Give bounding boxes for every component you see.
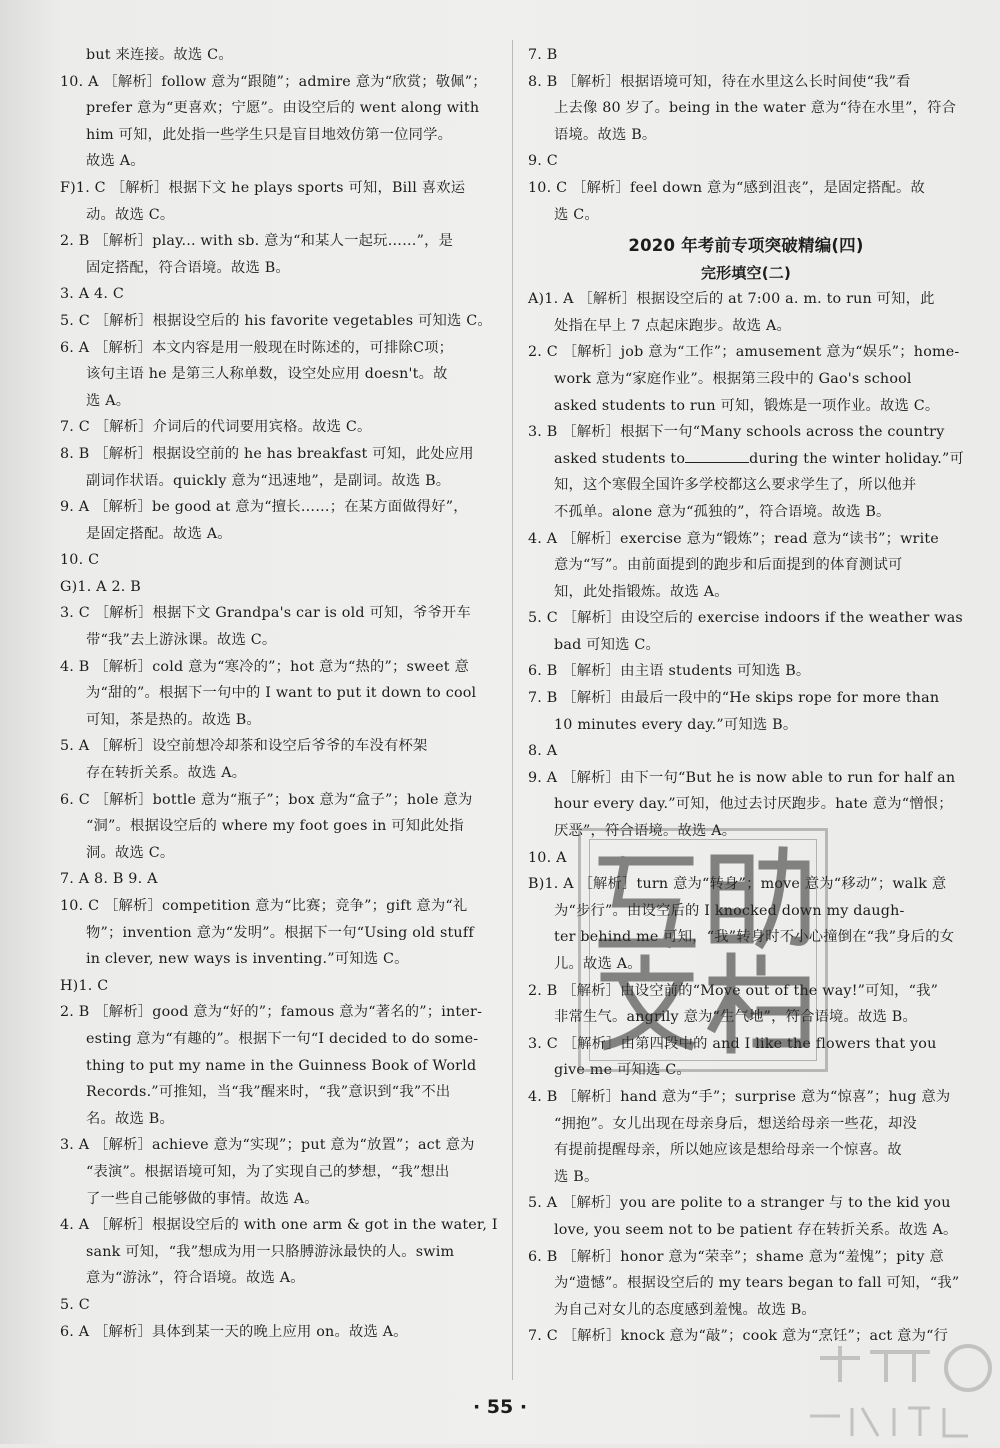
answer-text: him 可知，此处指一些学生只是盲目地效仿第一位同学。 [86,126,453,143]
answer-line [528,791,964,818]
answer-text: F)1. C ［解析］根据下文 he plays sports 可知，Bill 喜欢运 [60,179,466,196]
left-column [60,42,500,1345]
answer-line [528,1270,964,1297]
answer-line [60,946,500,973]
answer-line [60,42,500,69]
answer-line [60,813,500,840]
answer-text: 为“步行”。由设空后的 I knocked down my daugh- [554,902,905,919]
answer-line [60,148,500,175]
answer-text: 意为“游泳”，符合语境。故选 A。 [86,1270,305,1287]
answer-line [60,255,500,282]
answer-line [528,552,964,579]
answer-text: 选 B。 [554,1168,599,1185]
answer-line [60,574,500,601]
column-divider [512,40,513,1380]
stamp-logo [578,828,828,1072]
answer-text: 5. A ［解析］you are polite to a stranger 与 to the kid you [528,1195,951,1212]
answer-text: 3. C ［解析］由第四段中的 and I like the flowers that you [528,1035,937,1052]
answer-line [60,175,500,202]
answer-text: 该句主语 he 是第三人称单数，设空处应用 doesn't。故 [86,366,448,383]
answer-text: 名。故选 B。 [86,1110,174,1127]
answer-line [60,547,500,574]
right-column [528,42,964,1350]
answer-line [528,1190,964,1217]
answer-line [60,654,500,681]
answer-line [60,1026,500,1053]
answer-line [60,468,500,495]
answer-line [60,680,500,707]
answer-text: asked students to [554,450,686,467]
page-number: · 55 · [472,1396,528,1418]
answer-line [60,308,500,335]
answer-text: 6. B ［解析］由主语 students 可知选 B。 [528,663,811,680]
answer-line [60,1186,500,1213]
answer-text: 9. A ［解析］由下一句“But he is now able to run for half an [528,769,956,786]
answer-text: 3. A 4. C [60,286,124,303]
answer-line [60,1239,500,1266]
answer-text: 是固定搭配。故选 A。 [86,525,232,542]
answer-text: 2. B ［解析］play... with sb. 意为“和某人一起玩……”，是 [60,233,454,250]
answer-line [528,393,964,420]
answer-line [528,658,964,685]
answer-line [60,228,500,255]
answer-line [528,472,964,499]
answer-text: thing to put my name in the Guinness Book of World [86,1057,477,1074]
answer-text: 6. A ［解析］本文内容是用一般现在时陈述的，可排除C项； [60,339,454,356]
answer-text: 4. A ［解析］exercise 意为“锻炼”；read 意为“读书”；write [528,530,939,547]
answer-line [60,707,500,734]
answer-line [60,441,500,468]
answer-text: Records.”可推知，当“我”醒来时，“我”意识到“我”不出 [86,1084,451,1101]
answer-line [528,605,964,632]
answer-text: 9. C [528,153,558,170]
answer-line [60,1292,500,1319]
answer-text: 2. C ［解析］job 意为“工作”；amusement 意为“娱乐”；home- [528,344,960,361]
answer-text: but 来连接。故选 C。 [86,47,233,63]
answer-text: 不孤单。alone 意为“孤独的”，符合语境。故选 B。 [554,503,891,520]
answer-text: G)1. A 2. B [60,578,141,595]
answer-line [528,1297,964,1324]
answer-line [60,335,500,362]
answer-line [528,499,964,526]
answer-text: 3. A ［解析］achieve 意为“实现”；put 意为“放置”；act 意为 [60,1137,475,1154]
section-subtitle: 完形填空(二) [700,264,792,283]
answer-line [60,733,500,760]
answer-text: 10. C ［解析］feel down 意为“感到沮丧”，是固定搭配。故 [528,179,926,196]
answer-line [528,419,964,446]
answer-text: 知，此处指锻炼。故选 A。 [554,583,729,600]
answer-line [528,685,964,712]
answer-line [60,893,500,920]
answer-text: 7. B ［解析］由最后一段中的“He skips rope for more than [528,690,940,707]
answer-text: 为“遗憾”。根据设空后的 my tears began to fall 可知，“我” [554,1275,960,1292]
answer-line [60,1159,500,1186]
answer-text: 7. C ［解析］knock 意为“敲”；cook 意为“烹饪”；act 意为“行 [528,1328,949,1345]
answer-text: 有提前提醒母亲，所以她应该是想给母亲一个惊喜。故 [554,1142,902,1159]
right-column-bottom [528,286,964,1350]
answer-text: 意为“写”。由前面提到的跑步和后面提到的体育测试可 [554,557,903,574]
answer-text: 了一些自己能够做的事情。故选 A。 [86,1190,319,1207]
answer-text: prefer 意为“更喜欢；宁愿”。由设空后的 went along with [86,100,480,117]
answer-line [60,361,500,388]
answer-text: 7. B [528,47,558,63]
answer-text: 3. C ［解析］根据下文 Grandpa's car is old 可知，爷爷开车 [60,605,471,622]
answer-line [60,787,500,814]
answer-text: B)1. A ［解析］turn 意为“转身”；move 意为“移动”；walk 意 [528,876,947,893]
answer-line [528,286,964,313]
answer-text: 物”；invention 意为“发明”。根据下一句“Using old stuff [86,924,474,941]
answer-text: H)1. C [60,977,109,994]
answer-text-tail: during the winter holiday.”可 [749,450,964,467]
answer-text: 8. B ［解析］根据设空前的 he has breakfast 可知，此处应用 [60,445,474,462]
answer-line [528,95,964,122]
answer-text: 6. A ［解析］具体到某一天的晚上应用 on。故选 A。 [60,1323,408,1340]
answer-line [528,69,964,96]
answer-line [60,521,500,548]
answer-text: 8. A [528,743,558,760]
answer-text: 2. B ［解析］由设空前的“Move out of the way!”可知，“我” [528,982,939,999]
answer-text: 可知，茶是热的。故选 B。 [86,711,261,728]
answer-text: in clever, new ways is inventing.”可知选 C。 [86,951,409,968]
answer-text: 存在转折关系。故选 A。 [86,765,247,782]
answer-line [528,1084,964,1111]
answer-line [60,1079,500,1106]
answer-text: 4. B ［解析］cold 意为“寒冷的”；hot 意为“热的”；sweet 意 [60,658,469,675]
answer-text: 语境。故选 B。 [554,126,657,143]
answer-text: 7. A 8. B 9. A [60,871,158,888]
answer-text: A)1. A ［解析］根据设空后的 at 7:00 a. m. to run 可知，此 [528,291,935,308]
answer-line [60,1053,500,1080]
answer-blank [685,448,749,463]
answer-line [528,632,964,659]
answer-text: 5. A ［解析］设空前想冷却茶和设空后爷爷的车没有杯架 [60,738,428,755]
answer-line [60,840,500,867]
answer-line [528,1244,964,1271]
answer-text: 知，这个寒假全国许多学校都这么要求学生了，所以他并 [554,477,917,494]
answer-line [60,920,500,947]
answer-line [60,494,500,521]
answer-text: 3. B ［解析］根据下一句“Many schools across the country [528,424,945,441]
answer-text: 7. C ［解析］介词后的代词要用宾格。故选 C。 [60,419,372,436]
answer-text: give me 可知选 C。 [554,1062,691,1079]
answer-text: 选 C。 [554,206,599,223]
answer-text: work 意为“家庭作业”。根据第三段中的 Gao's school [554,370,912,387]
answer-text: 10. A ［解析］follow 意为“跟随”；admire 意为“欣赏；敬佩”； [60,73,487,90]
answer-text: bad 可知选 C。 [554,636,661,653]
answer-text: “洞”。根据设空后的 where my foot goes in 可知此处指 [86,818,464,835]
stamp-glyphs [581,831,825,1069]
answer-text: esting 意为“有趣的”。根据下一句“I decided to do some- [86,1030,479,1047]
answer-text: 带“我”去上游泳课。故选 C。 [86,632,277,649]
answer-line [528,579,964,606]
answer-text: 非常生气。angrily 意为“生气地”，符合语境。故选 B。 [554,1009,917,1026]
answer-line [528,1137,964,1164]
answer-line [528,148,964,175]
right-column-top [528,42,964,228]
answer-text: 5. C ［解析］由设空后的 exercise indoors if the weather was [528,610,963,627]
answer-line [528,526,964,553]
answer-line [528,1217,964,1244]
answer-line [528,339,964,366]
answer-text: 6. C ［解析］bottle 意为“瓶子”；box 意为“盒子”；hole 意为 [60,791,473,808]
answer-line [60,122,500,149]
answer-text: 选 A。 [86,392,131,409]
answer-line [528,42,964,69]
answer-text: sank 可知，“我”想成为用一只胳膊游泳最快的人。swim [86,1243,455,1260]
answer-text: 5. C ［解析］根据设空后的 his favorite vegetables 可知选 C。 [60,312,492,329]
answer-text: 10. C [60,552,100,569]
answer-text: 10. C ［解析］competition 意为“比赛；竞争”；gift 意为“礼 [60,898,468,914]
answer-text: 儿。故选 A。 [554,956,642,972]
answer-line [60,1319,500,1346]
answer-line [60,69,500,96]
watermark-logo [800,1338,996,1444]
answer-text: 处指在早上 7 点起床跑步。故选 A。 [554,317,792,334]
answer-line [60,388,500,415]
answer-line [528,122,964,149]
answer-line [60,627,500,654]
answer-text: 动。故选 C。 [86,206,175,223]
answer-line [60,866,500,893]
answer-line [528,313,964,340]
answer-text: 4. A ［解析］根据设空后的 with one arm & got in the water, I [60,1217,498,1234]
answer-line [60,973,500,1000]
answer-text: 副词作状语。quickly 意为“迅速地”，是副词。故选 B。 [86,472,451,489]
answer-line [528,175,964,202]
answer-text: 2. B ［解析］good 意为“好的”；famous 意为“著名的”；inter- [60,1004,483,1021]
answer-text: hour every day.”可知，他过去讨厌跑步。hate 意为“憎恨； [554,796,953,813]
answer-line [528,738,964,765]
answer-line [528,1164,964,1191]
answer-text: 为“甜的”。根据下一句中的 I want to put it down to cool [86,685,477,702]
answer-text: ter behind me 可知，“我”转身时不小心撞倒在“我”身后的女 [554,929,955,946]
answer-line [528,366,964,393]
answer-line [528,202,964,229]
answer-text: 9. A ［解析］be good at 意为“擅长……；在某方面做得好”， [60,499,468,516]
answer-line [60,95,500,122]
answer-text: 固定搭配，符合语境。故选 B。 [86,259,290,276]
answer-text: asked students to run 可知，锻炼是一项作业。故选 C。 [554,397,940,414]
answer-text: 4. B ［解析］hand 意为“手”；surprise 意为“惊喜”；hug 意为 [528,1088,951,1105]
answer-text: 10 minutes every day.”可知选 B。 [554,716,798,733]
answer-line [60,281,500,308]
answer-text: 8. B ［解析］根据语境可知，待在水里这么长时间使“我”看 [528,73,911,90]
answer-text: love, you seem not to be patient 存在转折关系。故选 A。 [554,1221,958,1238]
answer-line [60,1106,500,1133]
answer-line [528,765,964,792]
answer-text: 10. A [528,849,567,866]
answer-text: 上去像 80 岁了。being in the water 意为“待在水里”，符合 [554,100,957,117]
answer-line [60,999,500,1026]
answer-line [528,446,964,473]
answer-line [60,1265,500,1292]
section-title: 2020 年考前专项突破精编(四) [628,236,864,256]
answer-text: 6. B ［解析］honor 意为“荣幸”；shame 意为“羞愧”；pity 意 [528,1248,944,1265]
answer-line [60,760,500,787]
answer-line [60,202,500,229]
answer-line [60,414,500,441]
answer-line [528,712,964,739]
answer-text: 为自己对女儿的态度感到羞愧。故选 B。 [554,1301,816,1318]
answer-line [60,600,500,627]
answer-line [528,1111,964,1138]
answer-text: 洞。故选 C。 [86,844,175,861]
answer-line [60,1132,500,1159]
answer-text: 5. C [60,1296,90,1313]
answer-text: “拥抱”。女儿出现在母亲身后，想送给母亲一些花，却没 [554,1115,917,1132]
answer-text: 故选 A。 [86,153,145,170]
answer-text: 厌恶”，符合语境。故选 A。 [554,823,737,840]
answer-text: “表演”。根据语境可知，为了实现自己的梦想，“我”想出 [86,1163,450,1180]
answer-line [60,1212,500,1239]
